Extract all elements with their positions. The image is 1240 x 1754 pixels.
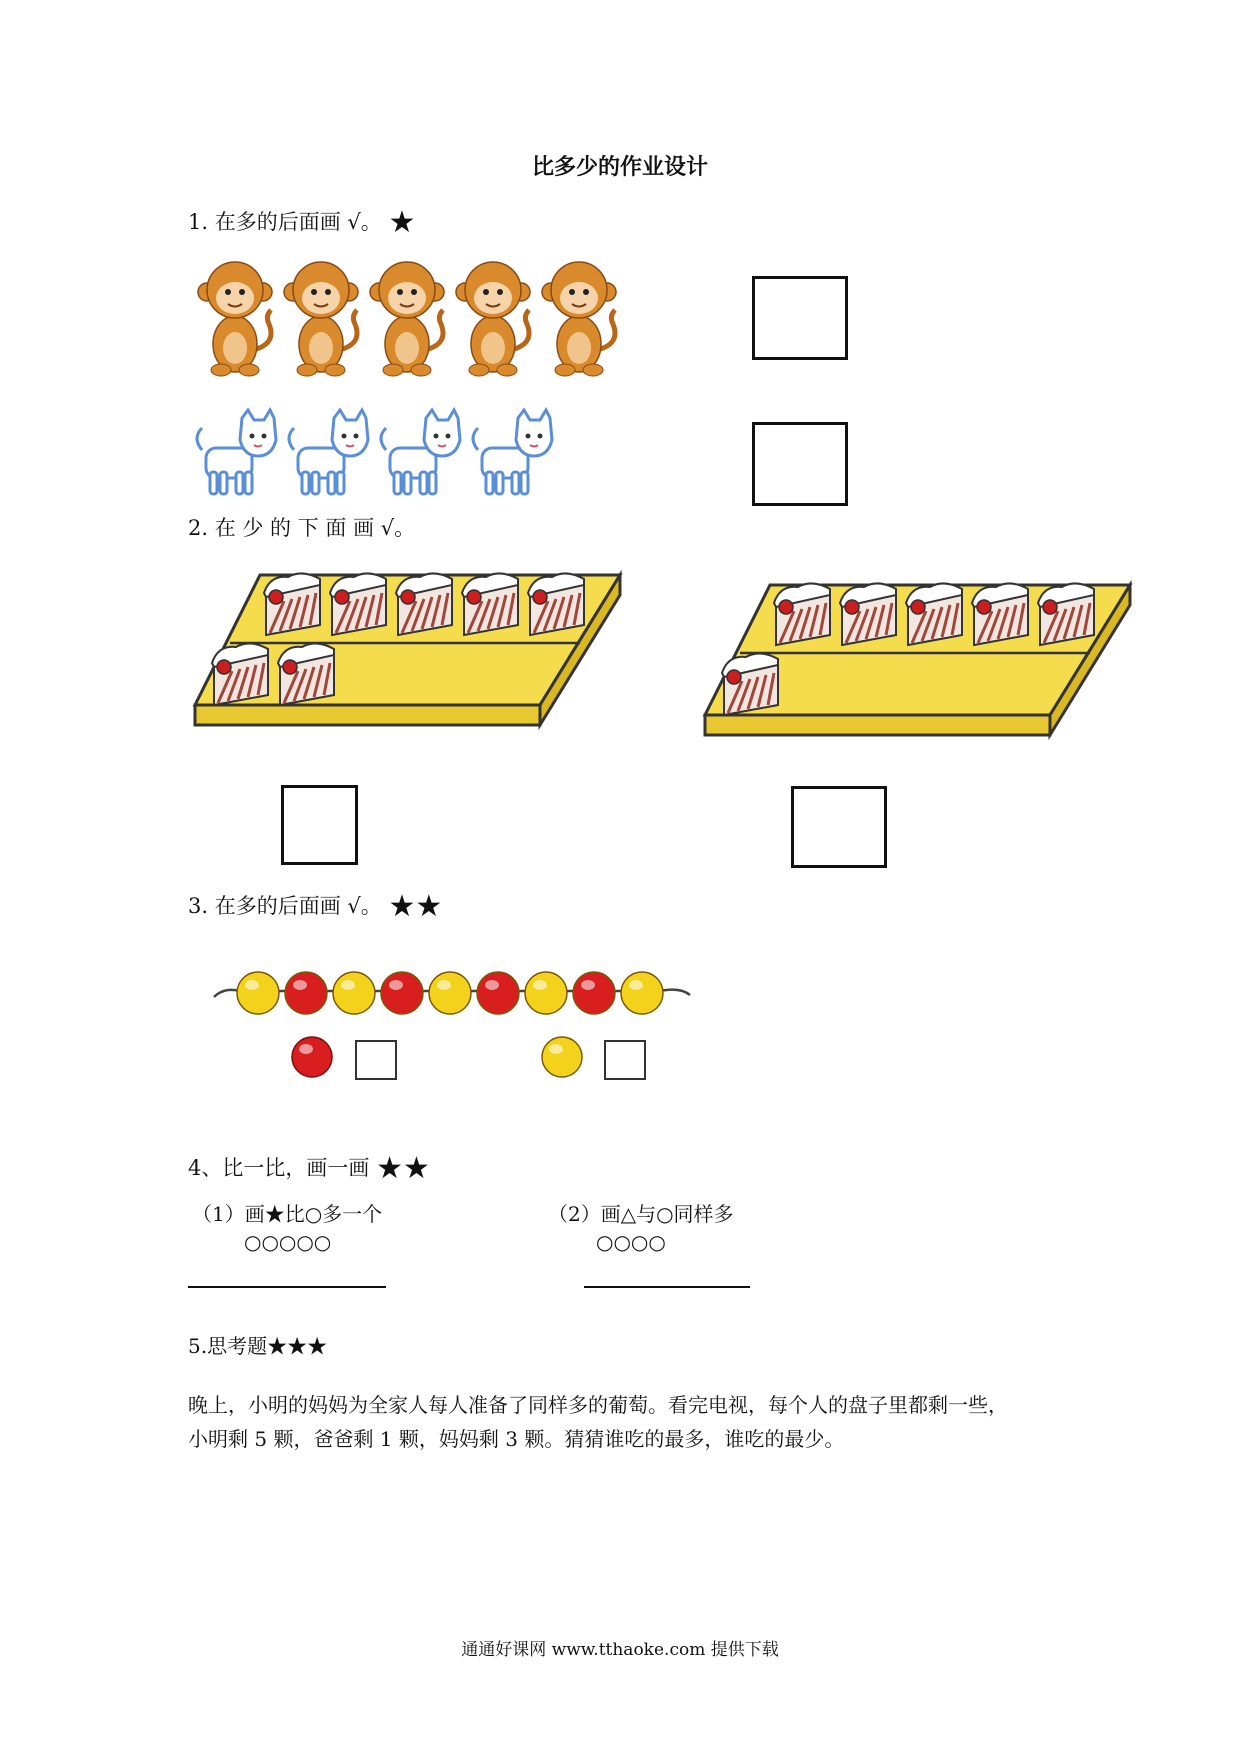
monkey-icon	[542, 262, 616, 376]
cake-slice-icon	[330, 573, 386, 635]
answer-box-red-bead[interactable]	[355, 1040, 397, 1080]
question-2-text: 2. 在 少 的 下 面 画 √。	[188, 516, 416, 540]
cake-slice-icon	[212, 643, 268, 705]
question-3-text: 3. 在多的后面画 √。	[188, 894, 382, 918]
cat-row	[198, 410, 628, 500]
question-4	[188, 1152, 430, 1184]
question-4-part-2-circles: ○○○○	[596, 1230, 666, 1254]
question-4-text: 4、比一比，画一画	[188, 1156, 370, 1180]
red-bead	[285, 972, 327, 1014]
yellow-bead	[429, 972, 471, 1014]
question-4-part-1-label: （1）画★比○多一个	[192, 1202, 383, 1226]
question-1-text: 1. 在多的后面画 √。	[188, 210, 382, 234]
footer-text: 通通好课网 www.tthaoke.com 提供下载	[461, 1640, 779, 1660]
monkey-group	[195, 258, 625, 378]
yellow-bead	[237, 972, 279, 1014]
answer-line-part-1[interactable]	[188, 1286, 386, 1288]
monkey-icon	[456, 262, 530, 376]
cat-group	[198, 410, 628, 500]
cake-slice-icon	[1038, 583, 1094, 645]
cake-tray-right	[700, 575, 1140, 745]
question-4-part-2-label: （2）画△与○同样多	[548, 1202, 734, 1226]
cat-icon	[197, 410, 276, 494]
question-3-stars: ★★	[388, 889, 443, 924]
red-bead	[477, 972, 519, 1014]
cake-slice-icon	[774, 583, 830, 645]
question-4-stars: ★★	[376, 1151, 430, 1186]
red-bead-single	[292, 1037, 332, 1077]
cake-slice-icon	[528, 573, 584, 635]
yellow-bead	[621, 972, 663, 1014]
answer-box-tray-right[interactable]	[791, 786, 887, 868]
page-title: 比多少的作业设计	[531, 154, 708, 180]
cat-icon	[473, 410, 552, 494]
monkey-icon	[198, 262, 272, 376]
answer-box-tray-left[interactable]	[281, 785, 358, 865]
yellow-bead	[525, 972, 567, 1014]
question-5-body	[188, 1388, 1088, 1456]
cat-icon	[289, 410, 368, 494]
cake-slice-icon	[906, 583, 962, 645]
answer-box-cats[interactable]	[752, 422, 848, 506]
cake-slice-icon	[264, 573, 320, 635]
question-1-stars: ★	[388, 205, 416, 240]
yellow-bead-single	[542, 1037, 582, 1077]
yellow-bead	[333, 972, 375, 1014]
question-5-line-1: 晚上，小明的妈妈为全家人每人准备了同样多的葡萄。看完电视，每个人的盘子里都剩一些，	[188, 1393, 1008, 1417]
cat-icon	[381, 410, 460, 494]
answer-box-monkeys[interactable]	[752, 276, 848, 360]
cake-tray-left	[190, 565, 630, 745]
cake-slice-icon	[278, 643, 334, 705]
monkey-icon	[284, 262, 358, 376]
red-bead	[381, 972, 423, 1014]
question-4-part-1-circles: ○○○○○	[244, 1230, 332, 1254]
question-5-line-2: 小明剩 5 颗，爸爸剩 1 颗，妈妈剩 3 颗。猜猜谁吃的最多，谁吃的最少。	[188, 1427, 845, 1451]
cake-slice-icon	[840, 583, 896, 645]
monkey-icon	[370, 262, 444, 376]
question-1	[188, 206, 415, 238]
cake-slice-icon	[396, 573, 452, 635]
cake-slice-icon	[972, 583, 1028, 645]
question-5-title: 5.思考题★★★	[188, 1334, 328, 1358]
answer-line-part-2[interactable]	[584, 1286, 750, 1288]
cake-slice-icon	[722, 653, 778, 715]
monkey-row	[195, 258, 625, 378]
red-bead	[573, 972, 615, 1014]
cake-slice-icon	[462, 573, 518, 635]
answer-box-yellow-bead[interactable]	[604, 1040, 646, 1080]
question-2	[188, 512, 415, 542]
question-3	[188, 890, 442, 922]
